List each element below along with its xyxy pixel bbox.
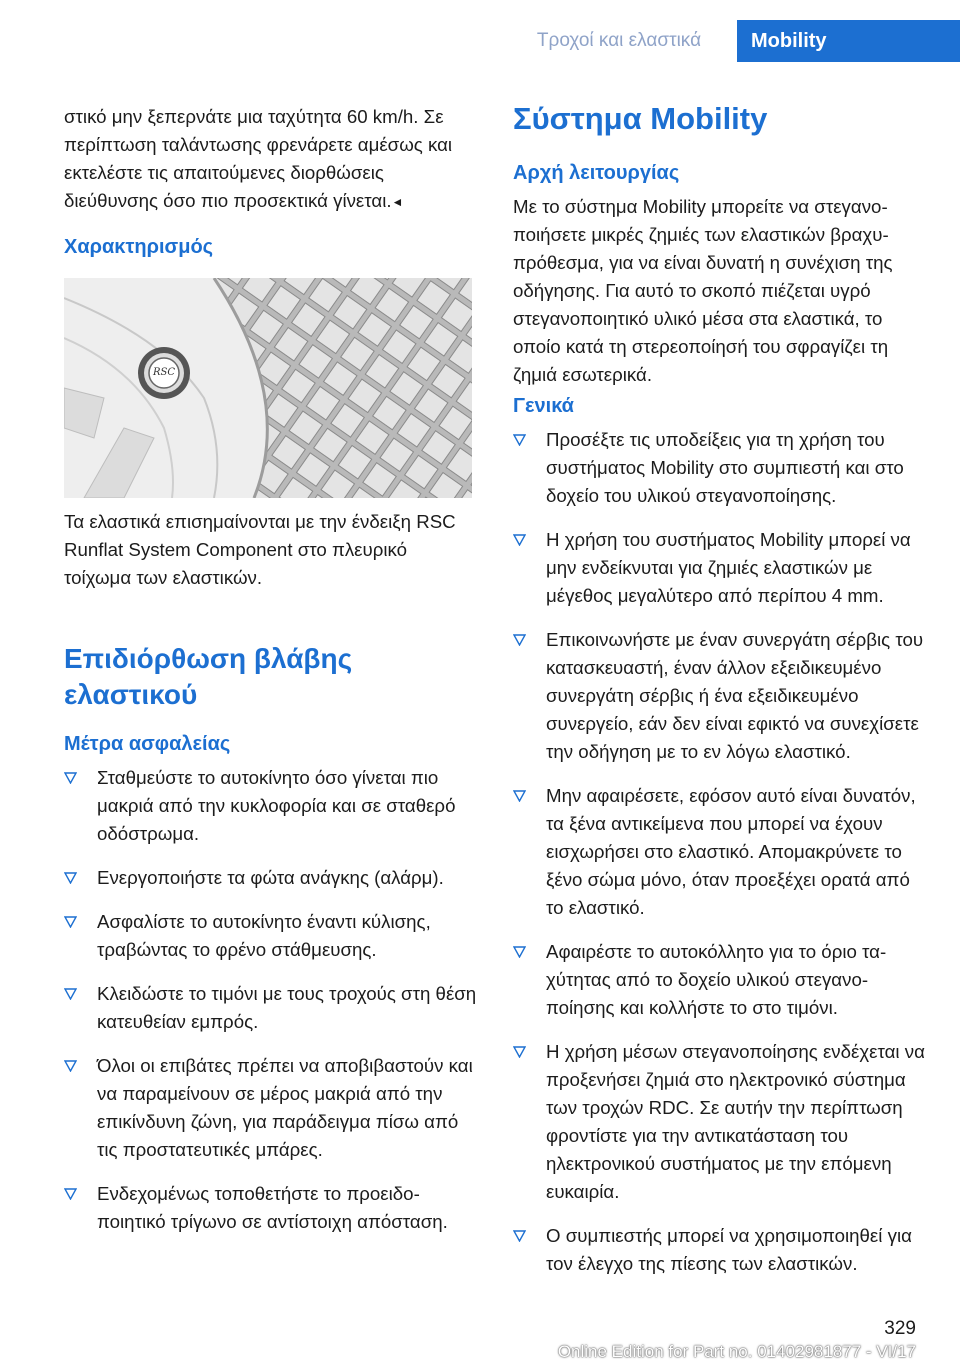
bullet-triangle-icon: [64, 872, 77, 884]
rsc-logo: RSC: [152, 367, 176, 378]
list-item-text: Σταθμεύστε το αυτοκίνητο όσο γίνεται πιο μακριά από την κυκλοφορία και σε σταθερό οδόστρωμα.: [97, 767, 456, 844]
intro-text: στικό μην ξεπερνάτε μια ταχύτητα 60 km/h. Σε περίπτωση ταλάντωσης φρενάρετε αμέσως και εκτελέστε τις απαιτούμενες διορθώσεις διεύθυνσης όσο πιο προσεκτικά γίνεται.: [64, 106, 453, 211]
list-item: [64, 908, 478, 964]
mobility-system-title: Σύστημα Mobility: [513, 101, 768, 136]
list-item: [513, 1038, 925, 1206]
list-item-text: Ενδεχομένως τοποθετήστε το προειδοποιητικό τρίγωνο σε αντίστοιχη απόσταση.: [97, 1183, 448, 1232]
list-item-text: Η χρήση μέσων στεγανοποίησης ενδέχεται να προξενήσει ζημιά στο ηλεκτρονικό σύστημα των τροχών RDC. Σε αυτήν την περίπτωση φροντίστε για την αντικατάσταση του ηλεκτρονικού συστήματος με την επόμενη ευκαιρία.: [546, 1041, 925, 1202]
list-item: [513, 526, 925, 610]
chapter-tab[interactable]: Mobility: [737, 20, 960, 62]
bullet-triangle-icon: [64, 988, 77, 1000]
list-item: [64, 1180, 478, 1236]
list-item: [513, 1222, 925, 1278]
bullet-triangle-icon: [513, 534, 526, 546]
general-heading: Γενικά: [513, 395, 574, 417]
list-item: [64, 1052, 478, 1164]
list-item: [64, 764, 478, 848]
bullet-triangle-icon: [513, 1230, 526, 1242]
tire-repair-title-line2: ελαστικού: [64, 679, 198, 710]
list-item-text: Όλοι οι επιβάτες πρέπει να αποβιβαστούν και να παραμείνουν σε μέρος μακριά από την επικίνδυνη ζώνη, για παράδειγμα πίσω από τις προστατευτικές μπάρες.: [97, 1055, 473, 1160]
bullet-triangle-icon: [513, 434, 526, 446]
bullet-triangle-icon: [64, 1188, 77, 1200]
characterization-heading: Χαρακτηρισμός: [64, 236, 214, 258]
bullet-triangle-icon: [64, 916, 77, 928]
safety-list: [64, 764, 478, 1252]
page-number: 329: [884, 1318, 916, 1339]
bullet-triangle-icon: [513, 790, 526, 802]
page-header: [0, 0, 960, 62]
list-item: [513, 782, 925, 922]
image-caption: Τα ελαστικά επισημαίνονται με την ένδειξη RSC Runflat System Component στο πλευρικό τοίχωμα των ελαστικών.: [64, 511, 456, 588]
list-item: [513, 626, 925, 766]
list-item-text: Η χρήση του συστήματος Mobility μπορεί να μην ενδείκνυται για ζημιές ελαστικών με μέγεθος μεγαλύτερο από περίπου 4 mm.: [546, 529, 911, 606]
list-item: [64, 864, 478, 892]
bullet-triangle-icon: [64, 1060, 77, 1072]
list-item-text: Ενεργοποιήστε τα φώτα ανάγκης (αλάρμ).: [97, 867, 444, 888]
list-item: [513, 938, 925, 1022]
list-item: [64, 980, 478, 1036]
list-item: [513, 426, 925, 510]
section-title[interactable]: Τροχοί και ελαστικά: [536, 30, 702, 51]
safety-heading: Μέτρα ασφαλείας: [64, 733, 231, 755]
bullet-triangle-icon: [513, 946, 526, 958]
tire-illustration: [64, 278, 472, 498]
list-item-text: Μην αφαιρέσετε, εφόσον αυτό είναι δυνατόν, τα ξένα αντικείμενα που μπορεί να έχουν εισχωρήσει στο ελαστικό. Απομακρύνετε το ξένο σώμα μόνο, όταν προεξέχει ορατά από το ελαστικό.: [546, 785, 916, 918]
list-item-text: Προσέξτε τις υποδείξεις για τη χρήση του συστήματος Mobility στο συμπιεστή και στο δοχείο του υλικού στεγανοποίησης.: [546, 429, 904, 506]
end-mark-icon: ◄: [391, 195, 404, 209]
list-item-text: Ο συμπιεστής μπορεί να χρησιμοποιηθεί για τον έλεγχο της πίεσης των ελαστικών.: [546, 1225, 912, 1274]
principle-paragraph: Με το σύστημα Mobility μπορείτε να στεγανοποιήσετε μικρές ζημιές των ελαστικών βραχυπρόθεσμα, για να είναι δυνατή η συνέχιση της οδήγησης. Για αυτό το σκοπό πιέζεται υγρό στεγανοποιητικό υλικό μέσα στα ελαστικά, το οποίο κατά τη στερεοποίησή του σφραγίζει τη ζημιά εσωτερικά.: [513, 196, 893, 385]
tire-repair-title-line1: Επιδιόρθωση βλάβης: [64, 643, 353, 674]
bullet-triangle-icon: [513, 1046, 526, 1058]
principle-heading: Αρχή λειτουργίας: [513, 162, 680, 184]
list-item-text: Κλειδώστε το τιμόνι με τους τροχούς στη θέση κατευθείαν εμπρός.: [97, 983, 477, 1032]
general-list: [513, 426, 925, 1294]
edition-note: Online Edition for Part no. 01402981877 - VI/17: [557, 1342, 916, 1361]
page-footer: [558, 1318, 916, 1362]
bullet-triangle-icon: [513, 634, 526, 646]
list-item-text: Ασφαλίστε το αυτοκίνητο έναντι κύλισης, τραβώντας το φρένο στάθμευσης.: [97, 911, 431, 960]
bullet-triangle-icon: [64, 772, 77, 784]
tire-repair-title: [64, 641, 478, 713]
list-item-text: Επικοινωνήστε με έναν συνεργάτη σέρβις του κατασκευαστή, έναν άλλον εξειδικευμένο συνεργάτη σέρβις ή ένα εξειδικευμένο συνεργείο, εάν δεν είναι εφικτό να συνεχίσετε την οδήγηση με το εν λόγω ελαστικό.: [546, 629, 924, 762]
intro-paragraph: [64, 103, 478, 216]
list-item-text: Αφαιρέστε το αυτοκόλλητο για το όριο ταχύτητας από το δοχείο υλικού στεγανοποίησης και κολλήστε το στο τιμόνι.: [546, 941, 887, 1018]
